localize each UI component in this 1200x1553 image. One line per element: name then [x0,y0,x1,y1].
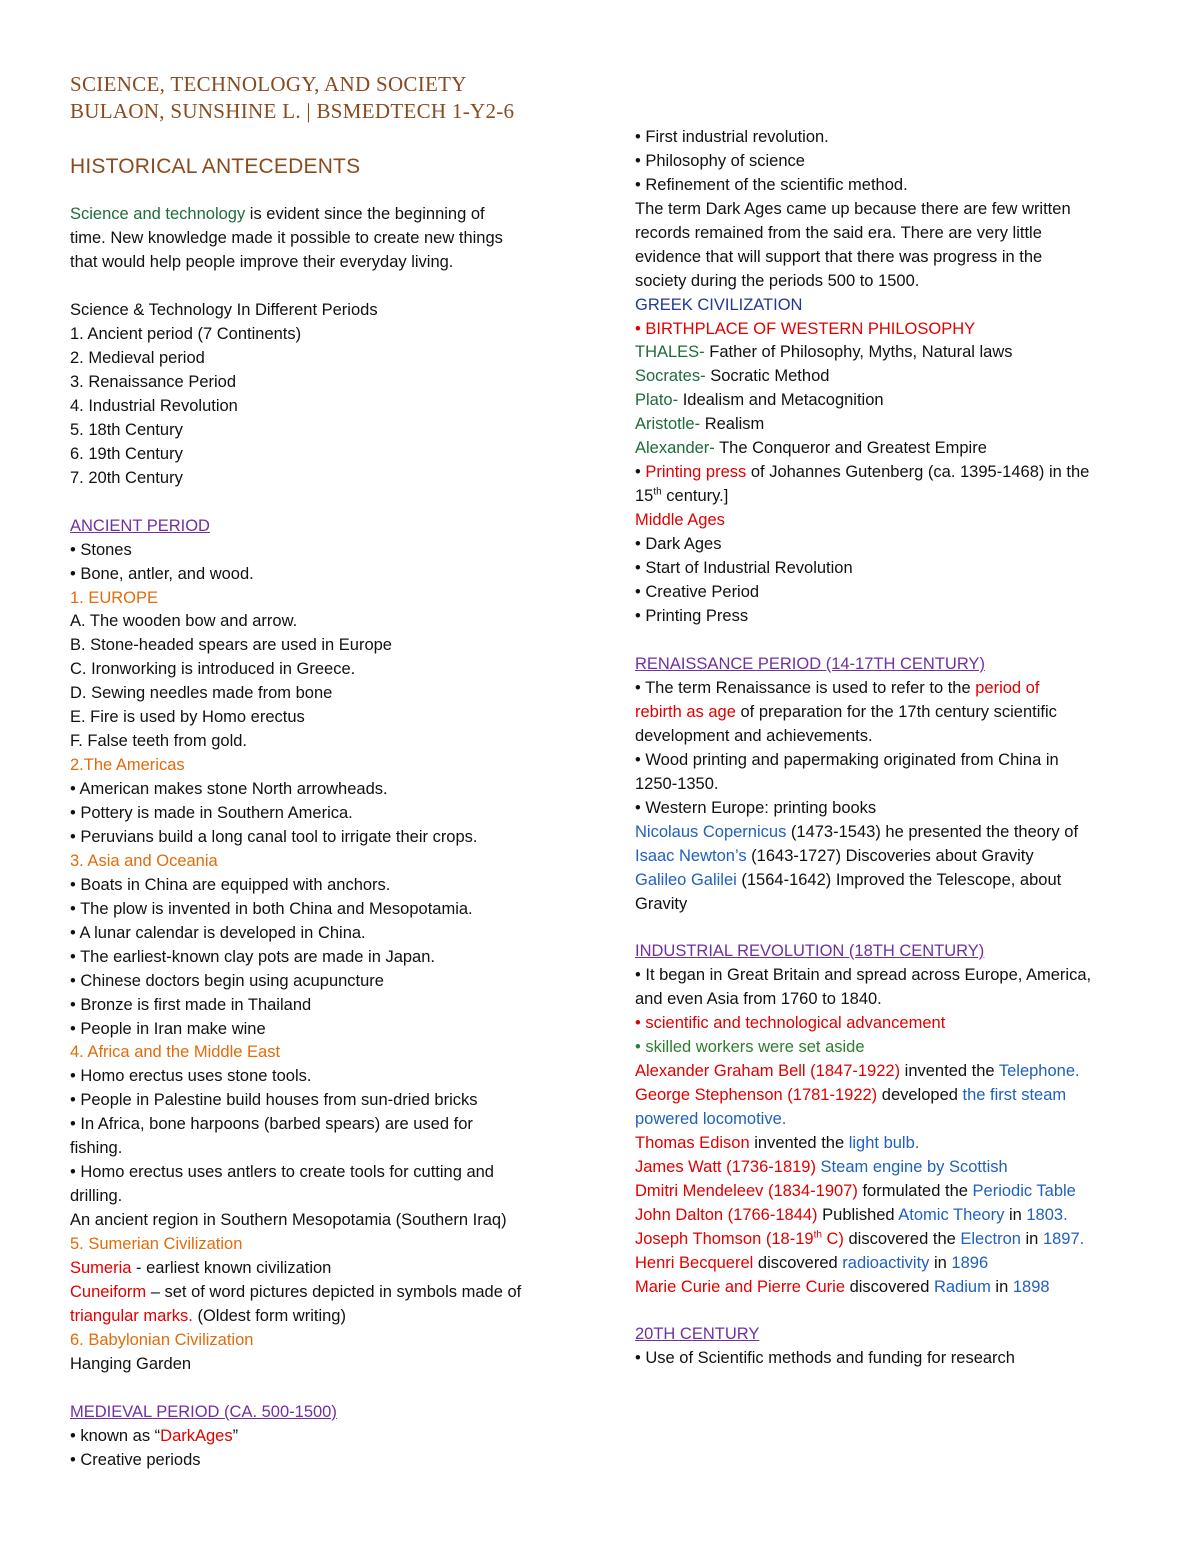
scientist-desc: (1643-1727) Discoveries about Gravity [746,847,1034,865]
renaissance-line: • Western Europe: printing books [635,799,877,817]
invention: light bulb. [848,1134,920,1152]
renaissance-line [635,676,1039,700]
inventor-name: James Watt (1736-1819) [635,1158,816,1176]
periods-item: 1. Ancient period (7 Continents) [70,325,302,343]
inventor-line [635,1083,1066,1107]
asia-item: • Boats in China are equipped with anchors. [70,876,391,894]
asia-item: • People in Iran make wine [70,1020,266,1038]
scientist-name: Nicolaus Copernicus [635,823,787,841]
periods-item: 3. Renaissance Period [70,373,237,391]
philosopher-desc: Father of Philosophy, Myths, Natural laws [704,343,1013,361]
industrial-line: and even Asia from 1760 to 1840. [635,990,882,1008]
invention: Telephone. [998,1062,1080,1080]
sumeria-term: Sumeria [70,1259,132,1277]
philosopher-name: Aristotle- [635,415,701,433]
dark-ages-text: society during the periods 500 to 1500. [635,272,920,290]
inventor-name: Henri Becquerel [635,1254,754,1272]
renaissance-line: 1250-1350. [635,775,719,793]
sumerian-heading: 5. Sumerian Civilization [70,1235,243,1253]
renaissance-line: development and achievements. [635,727,873,745]
europe-item: B. Stone-headed spears are used in Europe [70,636,392,654]
inventor-line [635,1275,1050,1299]
middle-ages-heading: Middle Ages [635,511,725,529]
inventor-verb: discovered [753,1254,843,1272]
invention-year: 1898 [1012,1278,1050,1296]
africa-item: An ancient region in Southern Mesopotamia (Southern Iraq) [70,1211,507,1229]
printing-press-line [635,460,1089,484]
inventor-verb: discovered the [843,1230,961,1248]
ordinal-suffix: th [813,1229,822,1241]
greek-birthplace: • BIRTHPLACE OF WESTERN PHILOSOPHY [635,320,976,338]
philosopher-desc: Realism [700,415,765,433]
europe-item: A. The wooden bow and arrow. [70,612,298,630]
inventor-name: George Stephenson (1781-1922) [635,1086,878,1104]
invention: radioactivity [842,1254,930,1272]
dark-ages-text: evidence that will support that there was progress in the [635,248,1043,266]
philosopher-desc: Socratic Method [705,367,830,385]
printing-press-desc: of Johannes Gutenberg (ca. 1395-1468) in the [746,463,1090,481]
inventor-verb: in [929,1254,952,1272]
inventor-verb: discovered [845,1278,934,1296]
sumeria-desc: - earliest known civilization [131,1259,332,1277]
inventor-line [635,1179,1076,1203]
scientist-desc: (1564-1642) Improved the Telescope, about [736,871,1062,889]
babylonian-item: Hanging Garden [70,1355,192,1373]
invention-year: 1803. [1026,1206,1068,1224]
inventor-name: Marie Curie and Pierre Curie [635,1278,845,1296]
renaissance-text: • The term Renaissance is used to refer to the [635,679,976,697]
philosopher-line [635,388,884,412]
industrial-heading: INDUSTRIAL REVOLUTION (18TH CENTURY) [635,942,985,960]
printing-press-line-2 [635,484,728,508]
inventor-name: Joseph Thomson (18-19 [635,1230,814,1248]
philosopher-line [635,436,987,460]
africa-heading: 4. Africa and the Middle East [70,1043,281,1061]
philosopher-name: Socrates- [635,367,706,385]
inventor-verb: invented the [749,1134,849,1152]
middle-ages-item: • Creative Period [635,583,760,601]
industrial-line: • It began in Great Britain and spread across Europe, America, [635,966,1092,984]
scientist-name: Galileo Galilei [635,871,737,889]
sumeria-line [70,1256,331,1280]
twentieth-heading: 20TH CENTURY [635,1325,760,1343]
course-title: SCIENCE, TECHNOLOGY, AND SOCIETY [70,72,467,96]
dark-ages-text: records remained from the said era. There are very little [635,224,1042,242]
printing-press-term: Printing press [645,463,747,481]
asia-item: • Chinese doctors begin using acupuncture [70,972,384,990]
scientist-line [635,844,1034,868]
scientist-name: Isaac Newton’s [635,847,747,865]
scientist-desc: (1473-1543) he presented the theory of [786,823,1079,841]
inventor-line [635,1227,1084,1251]
americas-item: • Pottery is made in Southern America. [70,804,353,822]
industrial-line: • skilled workers were set aside [635,1038,865,1056]
inventor-verb: Published [817,1206,899,1224]
known-pre: • known as “ [70,1427,161,1445]
philosopher-name: Alexander- [635,439,715,457]
medieval-item: • Philosophy of science [635,152,805,170]
inventor-verb: in [990,1278,1013,1296]
europe-item: F. False teeth from gold. [70,732,247,750]
africa-item: • Homo erectus uses stone tools. [70,1067,312,1085]
ordinal-suffix: th [653,486,662,498]
invention: Electron [960,1230,1021,1248]
intro-lead: Science and technology [70,205,246,223]
medieval-item: • First industrial revolution. [635,128,829,146]
europe-item: C. Ironworking is introduced in Greece. [70,660,356,678]
europe-item: E. Fire is used by Homo erectus [70,708,305,726]
renaissance-highlight: period of [975,679,1040,697]
europe-heading: 1. EUROPE [70,589,159,607]
dark-ages-text: The term Dark Ages came up because there are few written [635,200,1071,218]
asia-item: • Bronze is first made in Thailand [70,996,312,1014]
americas-heading: 2.The Americas [70,756,185,774]
africa-item: • In Africa, bone harpoons (barbed spears) are used for [70,1115,473,1133]
scientist-line-cont: Gravity [635,895,688,913]
intro-line-2: time. New knowledge made it possible to create new things [70,229,503,247]
invention: Atomic Theory [898,1206,1005,1224]
inventor-name: Alexander Graham Bell (1847-1922) [635,1062,901,1080]
century-text: century.] [661,487,729,505]
renaissance-highlight: rebirth as age [635,703,736,721]
triangular-line [70,1304,346,1328]
invention-year: 1896 [951,1254,989,1272]
philosopher-line [635,340,1013,364]
inventor-line [635,1131,919,1155]
intro-line-1 [70,202,485,226]
asia-item: • The earliest-known clay pots are made in Japan. [70,948,435,966]
student-info: BULAON, SUNSHINE L. | BSMEDTECH 1-Y2-6 [70,99,515,123]
industrial-line: • scientific and technological advancement [635,1014,946,1032]
scientist-line [635,820,1078,844]
triangular-desc: (Oldest form writing) [192,1307,346,1325]
cuneiform-term: Cuneiform [70,1283,147,1301]
inventor-verb: invented the [900,1062,999,1080]
intro-rest: is evident since the beginning of [245,205,485,223]
renaissance-line [635,700,1057,724]
intro-line-3: that would help people improve their everyday living. [70,253,454,271]
known-post: ” [232,1427,239,1445]
medieval-heading: MEDIEVAL PERIOD (CA. 500-1500) [70,1403,337,1421]
africa-item: • People in Palestine build houses from sun-dried bricks [70,1091,478,1109]
inventor-name: Dmitri Mendeleev (1834-1907) [635,1182,858,1200]
africa-item: fishing. [70,1139,123,1157]
medieval-known-line [70,1424,238,1448]
asia-heading: 3. Asia and Oceania [70,852,218,870]
europe-item: D. Sewing needles made from bone [70,684,333,702]
century-number: 15 [635,487,654,505]
twentieth-item: • Use of Scientific methods and funding for research [635,1349,1015,1367]
invention: Radium [933,1278,991,1296]
periods-heading: Science & Technology In Different Periods [70,301,378,319]
cuneiform-desc: – set of word pictures depicted in symbols made of [146,1283,522,1301]
inventor-line [635,1203,1068,1227]
periods-item: 2. Medieval period [70,349,205,367]
medieval-item: • Creative periods [70,1451,201,1469]
scientist-line [635,868,1061,892]
inventor-verb: developed [877,1086,963,1104]
asia-item: • The plow is invented in both China and Mesopotamia. [70,900,473,918]
renaissance-heading: RENAISSANCE PERIOD (14-17TH CENTURY) [635,655,985,673]
inventor-verb: formulated the [857,1182,973,1200]
ancient-item: • Bone, antler, and wood. [70,565,254,583]
inventor-line-cont: powered locomotive. [635,1110,787,1128]
greek-heading: GREEK CIVILIZATION [635,296,803,314]
triangular-term: triangular marks. [70,1307,193,1325]
africa-item: • Homo erectus uses antlers to create tools for cutting and [70,1163,494,1181]
invention-year: 1897. [1042,1230,1085,1248]
philosopher-name: THALES- [635,343,705,361]
invention: the first steam [962,1086,1067,1104]
inventor-line [635,1155,1008,1179]
philosopher-desc: The Conqueror and Greatest Empire [714,439,987,457]
inventor-name: C) [821,1230,844,1248]
inventor-line [635,1251,988,1275]
renaissance-line: • Wood printing and papermaking originated from China in [635,751,1059,769]
asia-item: • A lunar calendar is developed in China. [70,924,366,942]
philosopher-line [635,412,764,436]
page-title: HISTORICAL ANTECEDENTS [70,155,361,178]
periods-item: 7. 20th Century [70,469,183,487]
bullet: • [635,463,646,481]
philosopher-desc: Idealism and Metacognition [678,391,884,409]
middle-ages-item: • Start of Industrial Revolution [635,559,853,577]
inventor-name: Thomas Edison [635,1134,750,1152]
medieval-item: • Refinement of the scientific method. [635,176,908,194]
middle-ages-item: • Dark Ages [635,535,722,553]
inventor-line [635,1059,1080,1083]
renaissance-text: of preparation for the 17th century scientific [735,703,1057,721]
periods-item: 4. Industrial Revolution [70,397,238,415]
dark-ages-term: DarkAges [160,1427,233,1445]
babylonian-heading: 6. Babylonian Civilization [70,1331,254,1349]
ancient-item: • Stones [70,541,132,559]
inventor-verb: in [1004,1206,1027,1224]
periods-item: 6. 19th Century [70,445,183,463]
americas-item: • Peruvians build a long canal tool to irrigate their crops. [70,828,478,846]
invention: Periodic Table [972,1182,1076,1200]
africa-item: drilling. [70,1187,123,1205]
americas-item: • American makes stone North arrowheads. [70,780,388,798]
invention: Steam engine by Scottish [815,1158,1008,1176]
ancient-heading: ANCIENT PERIOD [70,517,210,535]
philosopher-name: Plato- [635,391,679,409]
philosopher-line [635,364,829,388]
inventor-verb: in [1020,1230,1043,1248]
inventor-name: John Dalton (1766-1844) [635,1206,818,1224]
cuneiform-line [70,1280,521,1304]
middle-ages-item: • Printing Press [635,607,749,625]
periods-item: 5. 18th Century [70,421,183,439]
